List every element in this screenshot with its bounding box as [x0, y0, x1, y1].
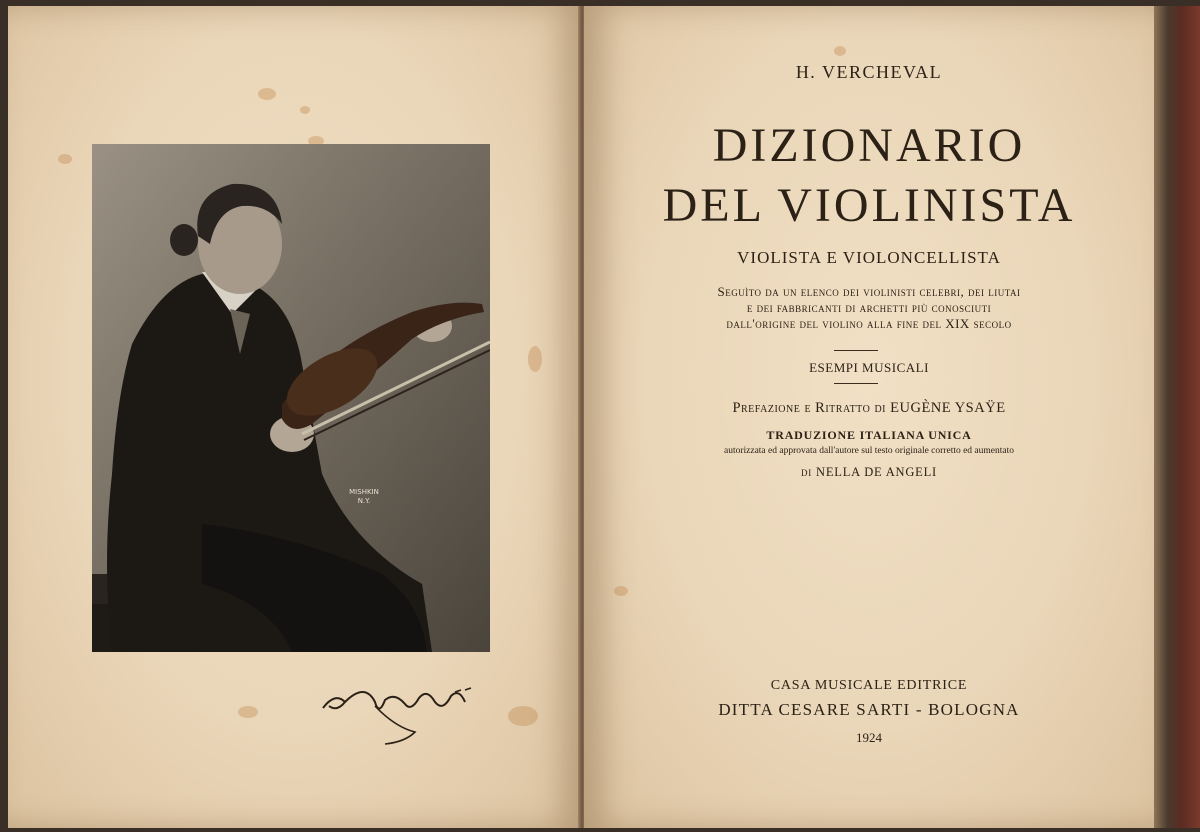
description-line: e dei fabbricanti di archetti più conosciuti [746, 300, 992, 315]
ysaye-signature [315, 672, 495, 752]
subtitle: VIOLISTA E VIOLONCELLISTA [737, 248, 1001, 267]
divider [834, 383, 878, 384]
translator-name: di NELLA DE ANGELI [800, 465, 938, 479]
publication-year: 1924 [856, 730, 882, 745]
title-line-1: DIZIONARIO [712, 119, 1026, 172]
description-line: Seguìto da un elenco dei violinisti celebri, dei liutai [717, 284, 1021, 299]
author-name: H. VERCHEVAL [795, 62, 943, 82]
description-line: dall'origine del violino alla fine del XIX secolo [726, 316, 1012, 331]
title-line-2: DEL VIOLINISTA [662, 179, 1076, 232]
portrait-photograph [92, 144, 490, 652]
musical-examples: ESEMPI MUSICALI [809, 360, 929, 375]
publisher-line-1: CASA MUSICALE EDITRICE [770, 678, 968, 693]
translation-note: autorizzata ed approvata dall'autore sul testo originale corretto ed aumentato [723, 446, 1015, 456]
publisher-line-2: DITTA CESARE SARTI - BOLOGNA [718, 700, 1020, 719]
photo-studio-mark: MISHKIN N.Y. [349, 488, 379, 505]
preface-line: Prefazione e Ritratto di EUGÈNE YSAŸE [732, 400, 1006, 416]
violinist-portrait-image [92, 144, 490, 652]
description [584, 284, 1154, 332]
translation-label: TRADUZIONE ITALIANA UNICA [766, 428, 972, 442]
book-edge [1154, 6, 1200, 828]
divider [834, 350, 878, 351]
